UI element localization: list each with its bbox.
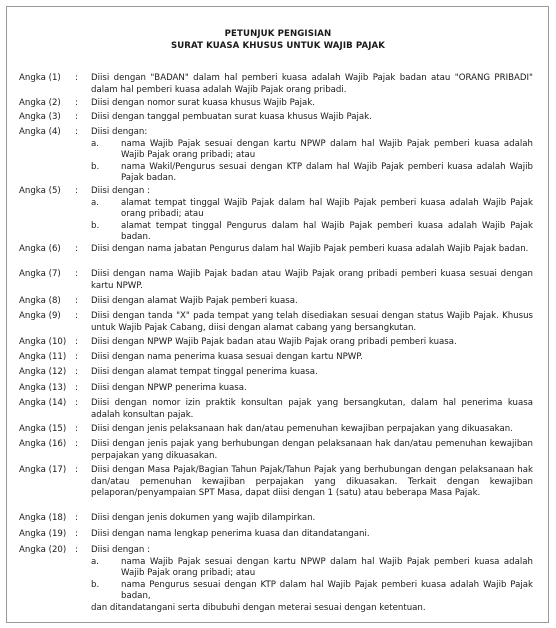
- item-body: [91, 352, 533, 364]
- sub-item-letter: a.: [91, 197, 99, 208]
- item-text: Diisi dengan nama lengkap penerima kuasa dan ditandatangani.: [91, 529, 370, 539]
- item-text: Diisi dengan alamat tempat tinggal penerima kuasa.: [91, 367, 318, 377]
- sub-item-text: alamat tempat tinggal Pengurus dalam hal Wajib Pajak pemberi kuasa adalah Wajib Pajak badan.: [121, 220, 533, 242]
- item-body: [91, 112, 533, 124]
- sub-item: [91, 198, 533, 221]
- item-number-label: Angka (5): [19, 186, 61, 196]
- document-subtitle: SURAT KUASA KHUSUS UNTUK WAJIB PAJAK: [170, 41, 386, 51]
- item-body: [91, 439, 533, 462]
- item-body: [91, 186, 533, 244]
- item-colon: :: [75, 311, 78, 321]
- item-text: Diisi dengan alamat Wajib Pajak pemberi kuasa.: [91, 296, 298, 306]
- item-number-label: Angka (15): [19, 424, 67, 434]
- item-colon: :: [75, 367, 78, 377]
- item-colon: :: [75, 465, 78, 475]
- item-body: [91, 269, 533, 292]
- item-text: Diisi dengan nama jabatan Pengurus dalam hal Wajib Pajak pemberi kuasa adalah Wajib Pajak badan.: [91, 244, 529, 254]
- item-number-label: Angka (10): [19, 337, 67, 347]
- item-text: Diisi dengan nomor izin praktik konsultan pajak yang bersangkutan, dalam hal penerima kuasa adalah konsultan pajak.: [91, 398, 533, 420]
- item-colon: :: [75, 244, 78, 254]
- sub-item: [91, 162, 533, 185]
- sub-item: [91, 557, 533, 580]
- sub-item: [91, 221, 533, 244]
- item-body: [91, 337, 533, 349]
- item-colon: :: [75, 398, 78, 408]
- item-number-label: Angka (8): [19, 296, 61, 306]
- item-body: [91, 529, 533, 541]
- sub-item-text: nama Wajib Pajak sesuai dengan kartu NPWP dalam hal Wajib Pajak pemberi kuasa adalah Wajib Pajak orang pribadi; atau: [121, 138, 533, 160]
- item-number-label: Angka (12): [19, 367, 67, 377]
- sub-item: [91, 580, 533, 603]
- item-number-label: Angka (6): [19, 244, 61, 254]
- item-colon: :: [75, 439, 78, 449]
- item-body: [91, 73, 533, 96]
- sub-item-text: alamat tempat tinggal Wajib Pajak dalam hal Wajib Pajak pemberi kuasa adalah Wajib Pajak orang pribadi; atau: [121, 197, 533, 219]
- item-text: Diisi dengan:: [91, 127, 148, 137]
- item-body: [91, 465, 533, 500]
- item-number-label: Angka (2): [19, 98, 61, 108]
- item-colon: :: [75, 127, 78, 137]
- item-number-label: Angka (9): [19, 311, 61, 321]
- item-number-label: Angka (3): [19, 112, 61, 122]
- item-number-label: Angka (20): [19, 545, 67, 555]
- item-number-label: Angka (13): [19, 383, 67, 393]
- sub-item-letter: b.: [91, 579, 100, 590]
- item-colon: :: [75, 352, 78, 362]
- item-body: [91, 513, 533, 525]
- item-colon: :: [75, 337, 78, 347]
- item-number-label: Angka (19): [19, 529, 67, 539]
- sub-item-text: nama Wajib Pajak sesuai dengan kartu NPWP dalam hal Wajib Pajak pemberi kuasa adalah Wajib Pajak orang pribadi; atau: [121, 556, 533, 578]
- item-text: Diisi dengan :: [91, 545, 150, 555]
- item-text: Diisi dengan Masa Pajak/Bagian Tahun Pajak/Tahun Pajak yang berhubungan dengan pelaksanaan hak dan/atau pemenuhan kewajiban perpajakan yang dikuasakan. Terkait dengan kewajiban pelaporan/penyampaian SPT Masa, dapat diisi dengan 1 (satu) atau beberapa Masa Pajak.: [91, 465, 533, 498]
- item-text: Diisi dengan NPWP Wajib Pajak badan atau Wajib Pajak orang pribadi pemberi kuasa.: [91, 337, 457, 347]
- item-number-label: Angka (16): [19, 439, 67, 449]
- item-number-label: Angka (11): [19, 352, 67, 362]
- sub-item-text: nama Pengurus sesuai dengan KTP dalam hal Wajib Pajak pemberi kuasa adalah Wajib Pajak badan,: [121, 579, 533, 601]
- item-colon: :: [75, 424, 78, 434]
- sub-item: [91, 139, 533, 162]
- item-text: Diisi dengan NPWP penerima kuasa.: [91, 383, 247, 393]
- item-body: [91, 545, 533, 614]
- item-colon: :: [75, 98, 78, 108]
- item-body: [91, 296, 533, 308]
- item-text: Diisi dengan "BADAN" dalam hal pemberi kuasa adalah Wajib Pajak badan atau "ORANG PRIBADI" dalam hal pemberi kuasa adalah Wajib Pajak orang pribadi.: [91, 73, 533, 95]
- sub-item-text: nama Wakil/Pengurus sesuai dengan KTP dalam hal Wajib Pajak pemberi kuasa adalah Wajib Pajak badan.: [121, 161, 533, 183]
- item-text: Diisi dengan jenis pajak yang berhubungan dengan pelaksanaan hak dan/atau pemenuhan kewajiban perpajakan yang dikuasakan.: [91, 439, 533, 461]
- item-number-label: Angka (7): [19, 269, 61, 279]
- item-body: [91, 367, 533, 379]
- item-body: [91, 383, 533, 395]
- item-body: [91, 424, 533, 436]
- item-text: Diisi dengan tanggal pembuatan surat kuasa khusus Wajib Pajak.: [91, 112, 372, 122]
- item-body: [91, 244, 533, 256]
- item-text: Diisi dengan :: [91, 186, 150, 196]
- item-body: [91, 127, 533, 185]
- item-tail-text: dan ditandatangani serta dibubuhi dengan meterai sesuai dengan ketentuan.: [91, 602, 426, 613]
- item-colon: :: [75, 529, 78, 539]
- item-body: [91, 98, 533, 110]
- sub-item-letter: a.: [91, 556, 99, 567]
- sub-item-letter: b.: [91, 161, 100, 172]
- item-text: Diisi dengan jenis pelaksanaan hak dan/atau pemenuhan kewajiban perpajakan yang dikuasakan.: [91, 424, 513, 434]
- item-number-label: Angka (14): [19, 398, 67, 408]
- item-number-label: Angka (1): [19, 73, 61, 83]
- item-colon: :: [75, 383, 78, 393]
- document-title: PETUNJUK PENGISIAN: [224, 29, 332, 39]
- item-colon: :: [75, 112, 78, 122]
- item-number-label: Angka (18): [19, 513, 67, 523]
- sub-item-letter: a.: [91, 138, 99, 149]
- item-text: Diisi dengan jenis dokumen yang wajib dilampirkan.: [91, 513, 316, 523]
- item-colon: :: [75, 296, 78, 306]
- item-colon: :: [75, 269, 78, 279]
- item-text: Diisi dengan tanda "X" pada tempat yang telah disediakan sesuai dengan status Wajib Pajak. Khusus untuk Wajib Pajak Cabang, diisi dengan alamat cabang yang bersangkutan.: [91, 311, 533, 333]
- item-text: Diisi dengan nama penerima kuasa sesuai dengan kartu NPWP.: [91, 352, 363, 362]
- item-number-label: Angka (4): [19, 127, 61, 137]
- item-text: Diisi dengan nama Wajib Pajak badan atau Wajib Pajak orang pribadi pemberi kuasa sesuai dengan kartu NPWP.: [91, 269, 533, 291]
- item-colon: :: [75, 545, 78, 555]
- item-body: [91, 311, 533, 334]
- item-colon: :: [75, 186, 78, 196]
- item-number-label: Angka (17): [19, 465, 67, 475]
- item-colon: :: [75, 513, 78, 523]
- item-colon: :: [75, 73, 78, 83]
- item-text: Diisi dengan nomor surat kuasa khusus Wajib Pajak.: [91, 98, 316, 108]
- item-body: [91, 398, 533, 421]
- sub-item-letter: b.: [91, 220, 100, 231]
